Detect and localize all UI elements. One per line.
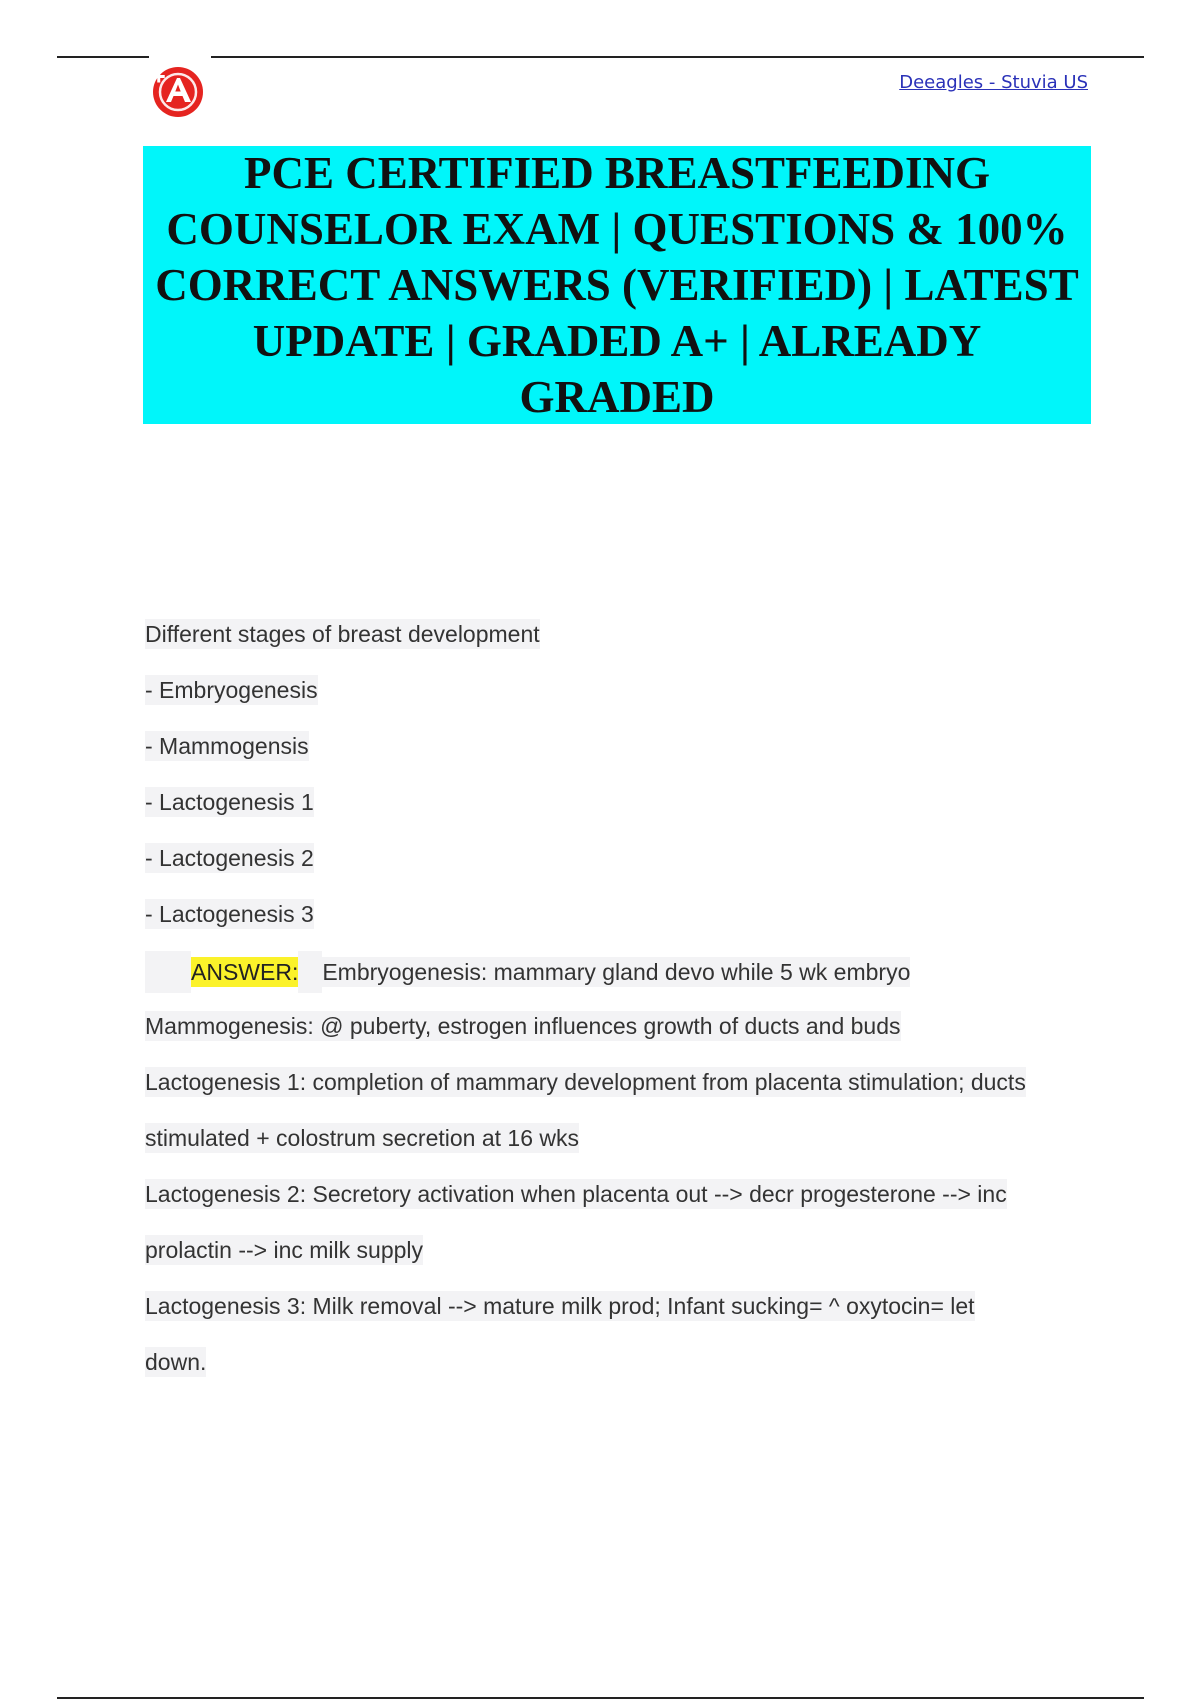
answer-lactogenesis-2: Lactogenesis 2: Secretory activation when placenta out --> decr progesterone --> inc: [145, 1181, 1007, 1207]
stuvia-seller-link[interactable]: Deeagles - Stuvia US: [899, 72, 1088, 93]
answer-lactogenesis-3-cont: down.: [145, 1349, 207, 1375]
list-item: [145, 895, 1105, 951]
top-divider-left: [57, 56, 149, 58]
document-body: [145, 615, 1105, 1399]
answer-embryogenesis: Embryogenesis: mammary gland devo while 5 wk embryo: [322, 959, 911, 985]
answer-indent: [145, 951, 191, 993]
answer-line: [145, 1007, 1105, 1063]
answer-first-line: [145, 951, 1105, 1007]
answer-lactogenesis-2-cont: prolactin --> inc milk supply: [145, 1237, 424, 1263]
option-lactogenesis-2: - Lactogenesis 2: [145, 845, 314, 871]
question-prompt-line: [145, 615, 1105, 671]
list-item: [145, 783, 1105, 839]
question-prompt: Different stages of breast development: [145, 621, 540, 647]
list-item: [145, 839, 1105, 895]
document-title: PCE CERTIFIED BREASTFEEDING COUNSELOR EXAM | QUESTIONS & 100% CORRECT ANSWERS (VERIFIED) | LATEST UPDATE | GRADED A+ | ALREADY GRADED: [155, 148, 1079, 422]
bottom-divider: [57, 1697, 1144, 1699]
red-circle-a-plus-logo-icon: [150, 64, 206, 120]
answer-label: ANSWER:: [191, 959, 299, 985]
answer-line: [145, 1287, 1105, 1343]
list-item: [145, 671, 1105, 727]
option-embryogenesis: - Embryogenesis: [145, 677, 318, 703]
list-item: [145, 727, 1105, 783]
option-lactogenesis-3: - Lactogenesis 3: [145, 901, 314, 927]
answer-line: [145, 1119, 1105, 1175]
option-mammogensis: - Mammogensis: [145, 733, 309, 759]
top-divider-right: [211, 56, 1144, 58]
answer-lactogenesis-1: Lactogenesis 1: completion of mammary development from placenta stimulation; ducts: [145, 1069, 1026, 1095]
answer-gap: [298, 951, 322, 993]
answer-lactogenesis-1-cont: stimulated + colostrum secretion at 16 wks: [145, 1125, 579, 1151]
option-lactogenesis-1: - Lactogenesis 1: [145, 789, 314, 815]
answer-lactogenesis-3: Lactogenesis 3: Milk removal --> mature milk prod; Infant sucking= ^ oxytocin= let: [145, 1293, 975, 1319]
title-banner: [143, 146, 1091, 424]
answer-line: [145, 1231, 1105, 1287]
answer-line: [145, 1063, 1105, 1119]
answer-line: [145, 1343, 1105, 1399]
answer-line: [145, 1175, 1105, 1231]
answer-mammogenesis: Mammogenesis: @ puberty, estrogen influences growth of ducts and buds: [145, 1013, 901, 1039]
